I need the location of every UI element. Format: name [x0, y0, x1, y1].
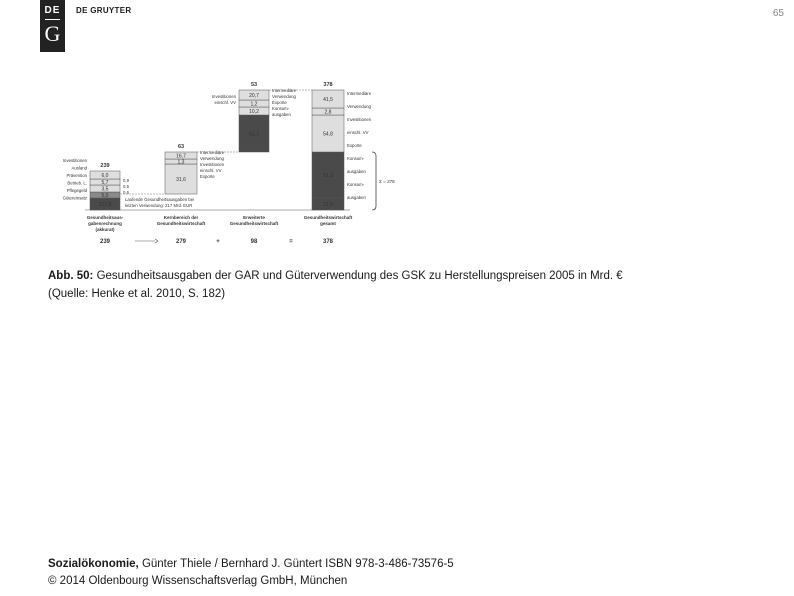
side-value: 0,5	[123, 184, 129, 189]
baseline-note: letzten Verwendung: 217 Mrd. EUR	[125, 203, 193, 208]
x-axis-label: Gesundheitswirtschaft	[229, 221, 279, 226]
right-label: Exporte	[272, 100, 287, 105]
de-gruyter-logo	[40, 0, 65, 52]
bar-total: 239	[100, 163, 110, 169]
footer-authors: Günter Thiele / Bernhard J. Güntert ISBN 978-3-486-73576-5	[138, 558, 454, 570]
segment-value: 20,7	[249, 93, 259, 99]
x-axis-label: gabenrechnung	[88, 221, 122, 226]
right-label: Konsum-	[347, 156, 365, 161]
equation-term: +	[216, 239, 220, 245]
segment-value: 1,2	[250, 101, 258, 108]
right-label: Intermediäre	[272, 88, 297, 93]
figure-waterfall	[40, 70, 410, 250]
segment-value: 10,2	[249, 109, 259, 115]
equation-term: 279	[175, 239, 187, 245]
segment-value: 51,3	[323, 173, 333, 179]
right-label: Investitionen	[347, 117, 372, 122]
right-label: ausgaben	[347, 169, 366, 174]
segment-value: 3,5	[101, 186, 109, 193]
page-footer	[48, 556, 454, 590]
segment-value: 5,7	[101, 180, 109, 186]
right-label: einschl. VV	[347, 130, 369, 135]
left-label: Ausland	[71, 165, 87, 171]
segment-value: 5,0	[101, 193, 109, 199]
x-axis-label: Gesundheitsaus-	[86, 215, 124, 220]
right-label: ausgaben	[272, 112, 291, 117]
equation-arrowhead	[155, 239, 158, 243]
footer-citation	[48, 556, 454, 573]
segment-value: 31,6	[176, 177, 186, 183]
segment-value: 54,8	[323, 131, 333, 138]
bar-total: 63	[177, 144, 185, 150]
footer-copyright: © 2014 Oldenbourg Wissenschaftsverlag GmbH, München	[48, 575, 348, 587]
logo-divider	[45, 19, 60, 20]
caption-label: Abb. 50:	[48, 270, 94, 282]
segment-value: 6,0	[101, 173, 109, 179]
x-axis-label: Gesundheitswirtschaft	[303, 215, 353, 220]
right-label: einschl. VV	[200, 168, 222, 173]
brace-line	[372, 152, 376, 210]
segment-value: 1,3	[177, 159, 185, 166]
left-label: Pflegegeld	[66, 188, 87, 193]
side-value: 0,9	[123, 178, 129, 183]
caption-text: Gesundheitsausgaben der GAR und Güterverwendung des GSK zu Herstellungspreisen 2005 in Mrd. €	[93, 270, 623, 282]
left-label: Investitionen	[211, 94, 236, 99]
left-label: Prävention	[66, 173, 87, 178]
equation-term: 239	[99, 239, 111, 245]
right-label: Konsum-	[347, 182, 365, 187]
footer-book-title: Sozialökonomie,	[48, 558, 139, 570]
right-label: Verwendung	[347, 104, 371, 109]
right-label: ausgaben	[347, 195, 366, 200]
right-label: Verwendung	[200, 156, 224, 161]
right-label: Investitionen	[200, 162, 225, 167]
baseline-note: Laufende Gesundheitsausgaben bei	[125, 197, 195, 202]
left-label: Gütereinsatz	[62, 195, 87, 201]
bar-total: 53	[250, 82, 258, 88]
segment-value: 217,9	[98, 202, 112, 208]
x-axis-label: gesamt	[320, 221, 336, 226]
figure-caption	[48, 267, 623, 303]
left-label: Investitionen	[62, 158, 87, 163]
segment-value: 21,9	[323, 202, 333, 208]
segment-value: 41,5	[323, 97, 333, 103]
caption-source: (Quelle: Henke et al. 2010, S. 182)	[48, 288, 226, 300]
segment-value: 51,3	[249, 131, 259, 138]
segment-value: 16,7	[176, 153, 186, 160]
x-axis-label: Gesundheitswirtschaft	[156, 221, 206, 226]
x-axis-label: Erweiterte	[243, 215, 265, 220]
left-label: Betrieb. L.	[67, 180, 87, 186]
right-label: Verwendung	[272, 94, 296, 99]
right-label: Konsum-	[272, 106, 290, 111]
caption-line	[48, 267, 623, 285]
right-label: Intermediäre	[200, 150, 225, 155]
right-label: Exporte	[200, 174, 215, 179]
x-axis-label: Kernbereich der	[163, 215, 199, 220]
page-number: 65	[772, 8, 784, 19]
x-axis-label: (akkurat)	[95, 227, 115, 232]
equation-term: 98	[250, 239, 258, 245]
logo-top-text: DE	[44, 5, 61, 16]
right-label: Intermediäre	[347, 91, 372, 96]
brace-label: Σ = 278	[379, 179, 395, 184]
equation-term: 378	[322, 239, 334, 245]
equation-term: =	[289, 239, 293, 245]
side-value: 0,6	[123, 190, 129, 195]
segment-value: 2,8	[324, 109, 332, 116]
left-label: einschl. VV	[214, 100, 236, 105]
figure-canvas	[40, 70, 410, 250]
publisher-name: DE GRUYTER	[76, 6, 132, 15]
right-label: Exporte	[347, 143, 362, 148]
bar-total: 378	[323, 82, 333, 88]
logo-bottom-text: G	[44, 21, 61, 46]
